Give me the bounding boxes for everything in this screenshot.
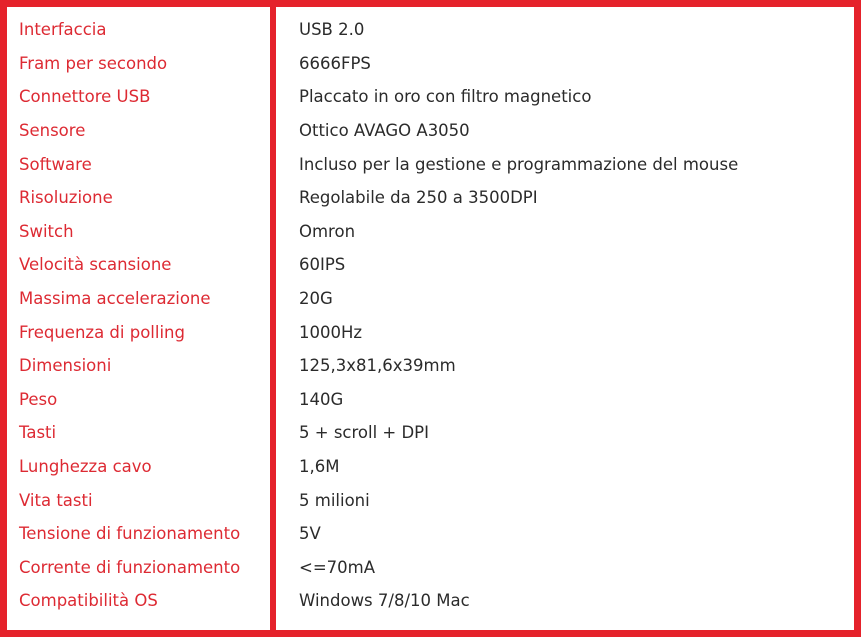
spec-label-frequenza-polling: Frequenza di polling [19, 322, 185, 342]
spec-label-tensione: Tensione di funzionamento [19, 524, 241, 544]
spec-labels-column [7, 7, 270, 630]
spec-label-software: Software [19, 154, 92, 174]
spec-value-dimensioni: 125,3x81,6x39mm [299, 356, 456, 376]
spec-value-corrente: <=70mA [299, 557, 376, 577]
spec-label-switch: Switch [19, 221, 74, 241]
spec-label-sensore: Sensore [19, 121, 86, 141]
spec-value-peso: 140G [299, 389, 344, 409]
spec-value-software: Incluso per la gestione e programmazione del mouse [299, 154, 739, 174]
spec-value-sensore: Ottico AVAGO A3050 [299, 121, 470, 141]
spec-label-velocita-scansione: Velocità scansione [19, 255, 172, 275]
spec-value-velocita-scansione: 60IPS [299, 255, 346, 275]
spec-label-vita-tasti: Vita tasti [19, 490, 93, 510]
spec-label-massima-accelerazione: Massima accelerazione [19, 289, 211, 309]
spec-values-column [276, 7, 854, 630]
spec-label-dimensioni: Dimensioni [19, 356, 112, 376]
spec-value-interfaccia: USB 2.0 [299, 20, 365, 40]
spec-label-tasti: Tasti [19, 423, 57, 443]
spec-value-vita-tasti: 5 milioni [299, 490, 370, 510]
spec-label-compatibilita-os: Compatibilità OS [19, 591, 158, 611]
spec-label-connettore-usb: Connettore USB [19, 87, 151, 107]
spec-value-compatibilita-os: Windows 7/8/10 Mac [299, 591, 470, 611]
spec-value-fps: 6666FPS [299, 53, 371, 73]
spec-label-interfaccia: Interfaccia [19, 20, 107, 40]
spec-value-frequenza-polling: 1000Hz [299, 322, 363, 342]
spec-value-lunghezza-cavo: 1,6M [299, 457, 340, 477]
spec-value-risoluzione: Regolabile da 250 a 3500DPI [299, 188, 538, 208]
spec-label-corrente: Corrente di funzionamento [19, 557, 241, 577]
spec-label-lunghezza-cavo: Lunghezza cavo [19, 457, 152, 477]
spec-value-massima-accelerazione: 20G [299, 289, 333, 309]
spec-value-tasti: 5 + scroll + DPI [299, 423, 430, 443]
spec-value-switch: Omron [299, 221, 356, 241]
spec-label-fps: Fram per secondo [19, 53, 168, 73]
spec-value-connettore-usb: Placcato in oro con filtro magnetico [299, 87, 592, 107]
spec-label-risoluzione: Risoluzione [19, 188, 113, 208]
spec-value-tensione: 5V [299, 524, 321, 544]
spec-label-peso: Peso [19, 389, 58, 409]
